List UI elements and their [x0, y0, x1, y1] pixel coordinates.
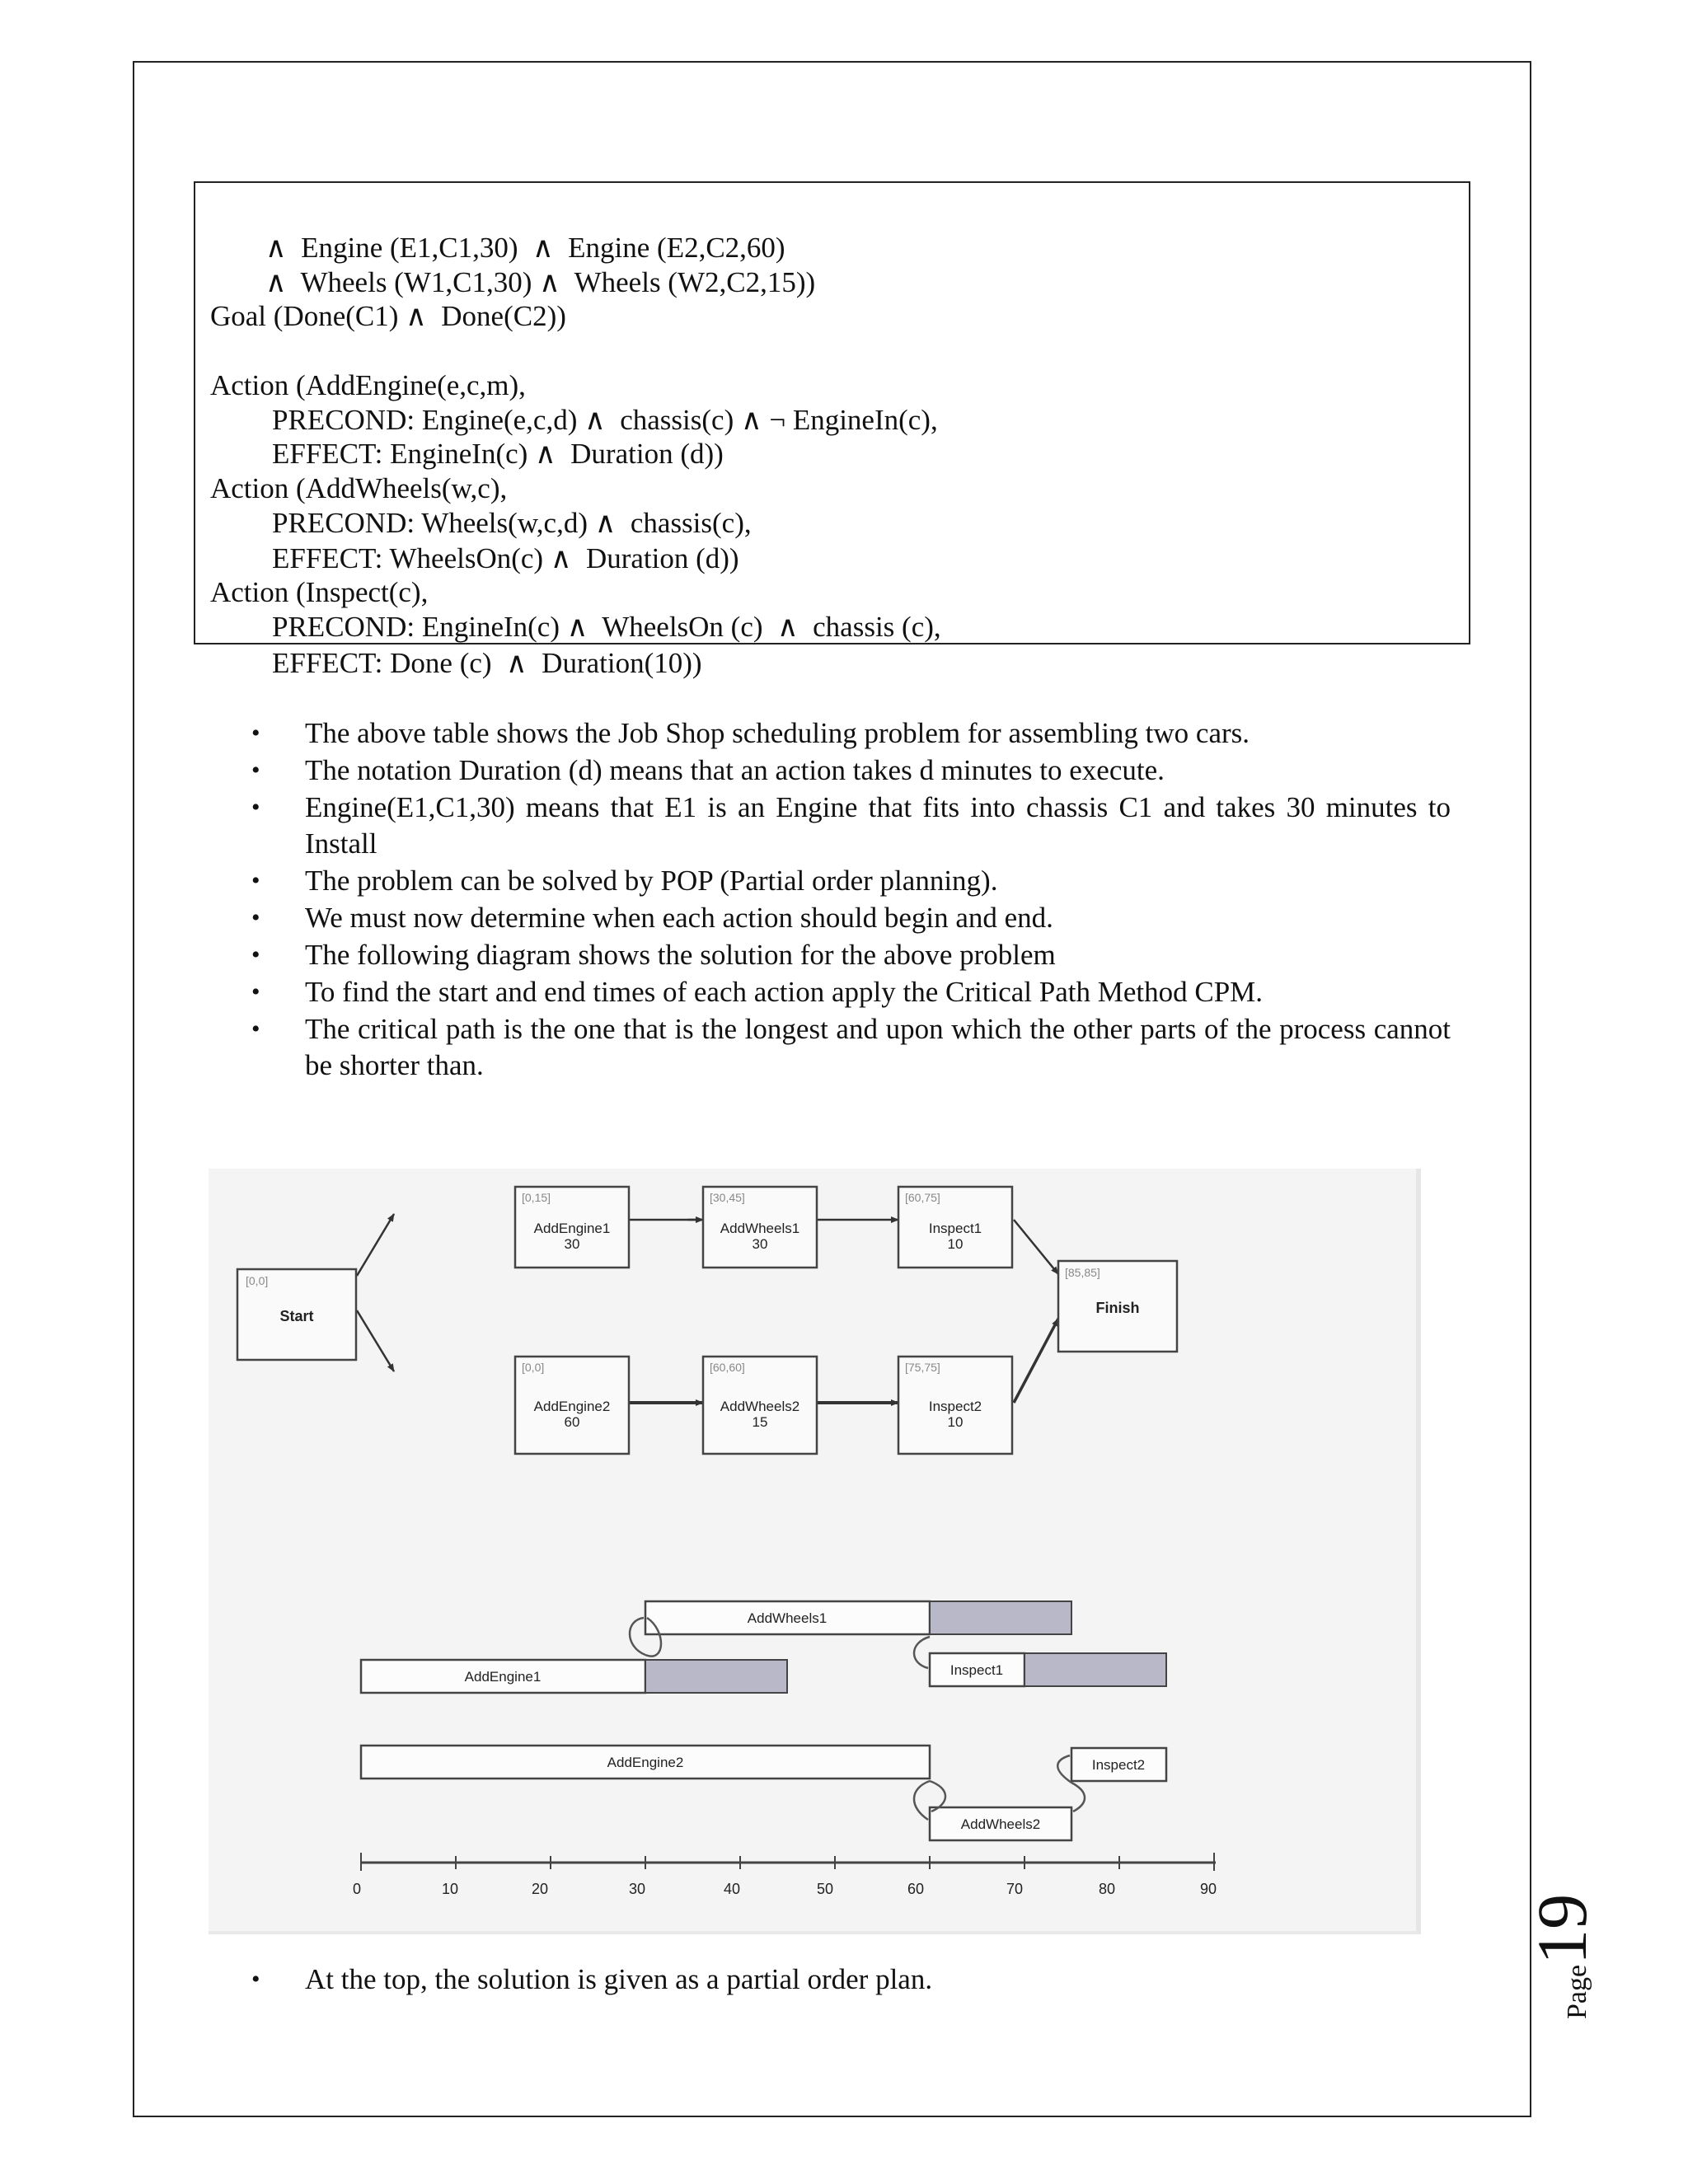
- bullet-glyph: •: [251, 719, 260, 747]
- bullet-item: • The problem can be solved by POP (Partial order planning).: [256, 863, 1451, 899]
- plan-node-inspect2: [898, 1357, 1012, 1454]
- code-line: Action (Inspect(c),: [210, 576, 429, 608]
- bullet-item: • The above table shows the Job Shop scheduling problem for assembling two cars.: [256, 715, 1451, 752]
- code-line: EFFECT: WheelsOn(c) ∧ Duration (d)): [272, 542, 739, 574]
- page-number: [1521, 1894, 1603, 2019]
- code-line: PRECOND: EngineIn(c) ∧ WheelsOn (c) ∧ chassis (c),: [272, 611, 941, 643]
- tick-label: 30: [628, 1881, 646, 1897]
- plan-node-addwheels2: [703, 1357, 817, 1454]
- code-line: PRECOND: Engine(e,c,d) ∧ chassis(c) ∧ ¬ EngineIn(c),: [272, 404, 938, 436]
- plan-node-finish: [1058, 1261, 1177, 1352]
- plan-node-start: [237, 1269, 356, 1360]
- bullet-item: • The following diagram shows the solution for the above problem: [256, 937, 1451, 973]
- job-shop-schedule-figure: [209, 1169, 1421, 1934]
- node-name: Inspect2: [928, 1399, 982, 1414]
- gantt-slack-addengine1: [645, 1660, 787, 1693]
- edge-inspect1-finish: [1014, 1220, 1058, 1274]
- node-name: AddEngine1: [533, 1221, 611, 1236]
- node-duration: 30: [752, 1236, 768, 1252]
- gantt-label: AddEngine1: [464, 1669, 542, 1685]
- plan-node-addengine1: [515, 1187, 629, 1268]
- node-tag: [60,60]: [710, 1361, 745, 1374]
- bullet-item: • Engine(E1,C1,30) means that E1 is an Engine that fits into chassis C1 and takes 30 minutes to Install: [251, 791, 1451, 860]
- page-number-value: 19: [1522, 1893, 1601, 1965]
- tick-label: 80: [1098, 1881, 1116, 1897]
- gantt-slack-addwheels1: [930, 1601, 1071, 1634]
- tick-label: 70: [1006, 1881, 1024, 1897]
- bullet-item: • At the top, the solution is given as a partial order plan.: [256, 1961, 932, 1998]
- code-line: Action (AddEngine(e,c,m),: [210, 369, 526, 401]
- node-name: AddEngine2: [533, 1399, 611, 1414]
- bullet-item: • The notation Duration (d) means that an action takes d minutes to execute.: [256, 752, 1451, 789]
- figure-svg: [209, 1169, 1416, 1931]
- bullet-glyph: •: [251, 794, 260, 821]
- code-line: ∧ Wheels (W1,C1,30) ∧ Wheels (W2,C2,15)): [265, 266, 816, 298]
- tick-label: 40: [723, 1881, 741, 1897]
- edge-inspect2-finish: [1014, 1319, 1058, 1403]
- code-line: Goal (Done(C1) ∧ Done(C2)): [210, 300, 566, 332]
- time-axis: [353, 1853, 1217, 1897]
- bullet-glyph: •: [251, 904, 260, 931]
- plan-node-addengine2: [515, 1357, 629, 1454]
- gantt-label: AddWheels1: [747, 1610, 828, 1626]
- plan-node-inspect1: [898, 1187, 1012, 1268]
- edge-start-addengine1: [357, 1214, 394, 1276]
- bullet-glyph: •: [251, 941, 260, 968]
- bullet-glyph: •: [251, 978, 260, 1005]
- edge-start-addengine2: [357, 1310, 394, 1371]
- gantt-label: AddEngine2: [607, 1755, 684, 1770]
- explanation-bullets: [251, 715, 1451, 1085]
- node-name: AddWheels2: [720, 1399, 800, 1414]
- gantt-label: Inspect1: [950, 1662, 1004, 1678]
- bullet-glyph: •: [251, 757, 260, 784]
- page-word: Page: [1562, 1964, 1592, 2019]
- node-name: Start: [279, 1308, 314, 1324]
- bullet-glyph: •: [251, 1015, 260, 1043]
- node-duration: 30: [564, 1236, 580, 1252]
- bullet-item: • We must now determine when each action should begin and end.: [256, 900, 1451, 936]
- tick-label: 60: [907, 1881, 925, 1897]
- node-name: AddWheels1: [720, 1221, 800, 1236]
- tick-label: 0: [352, 1881, 362, 1897]
- node-tag: [0,0]: [522, 1361, 545, 1374]
- code-line: Action (AddWheels(w,c),: [210, 472, 508, 504]
- code-line: PRECOND: Wheels(w,c,d) ∧ chassis(c),: [272, 507, 752, 539]
- tick-label: 90: [1199, 1881, 1217, 1897]
- gantt-label: AddWheels2: [960, 1816, 1041, 1832]
- node-tag: [85,85]: [1065, 1266, 1100, 1279]
- node-name: Finish: [1095, 1300, 1140, 1316]
- bullet-item: • To find the start and end times of each action apply the Critical Path Method CPM.: [256, 974, 1451, 1010]
- node-duration: 10: [947, 1414, 964, 1430]
- node-tag: [0,15]: [522, 1191, 551, 1204]
- bullet-item: • The critical path is the one that is the longest and upon which the other parts of the process cannot be shorter than.: [251, 1013, 1451, 1081]
- tick-label: 50: [816, 1881, 834, 1897]
- bullet-glyph: •: [251, 1966, 260, 1993]
- bullet-glyph: •: [251, 867, 260, 894]
- axis-tick-labels: [353, 1881, 1217, 1897]
- tick-label: 20: [531, 1881, 549, 1897]
- node-name: Inspect1: [928, 1221, 982, 1236]
- node-duration: 15: [752, 1414, 768, 1430]
- node-tag: [60,75]: [905, 1191, 940, 1204]
- node-duration: 60: [564, 1414, 580, 1430]
- node-tag: [30,45]: [710, 1191, 745, 1204]
- code-line: EFFECT: EngineIn(c) ∧ Duration (d)): [272, 438, 724, 470]
- schedule-gantt: [361, 1601, 1166, 1840]
- gantt-slack-inspect1: [1025, 1653, 1166, 1686]
- gantt-connectors: [630, 1618, 1085, 1820]
- tick-label: 10: [441, 1881, 459, 1897]
- node-tag: [0,0]: [246, 1274, 269, 1287]
- gantt-label: Inspect2: [1091, 1757, 1146, 1773]
- node-duration: 10: [947, 1236, 964, 1252]
- code-line: EFFECT: Done (c) ∧ Duration(10)): [272, 647, 702, 679]
- code-line: ∧ Engine (E1,C1,30) ∧ Engine (E2,C2,60): [265, 232, 785, 264]
- plan-node-addwheels1: [703, 1187, 817, 1268]
- node-tag: [75,75]: [905, 1361, 940, 1374]
